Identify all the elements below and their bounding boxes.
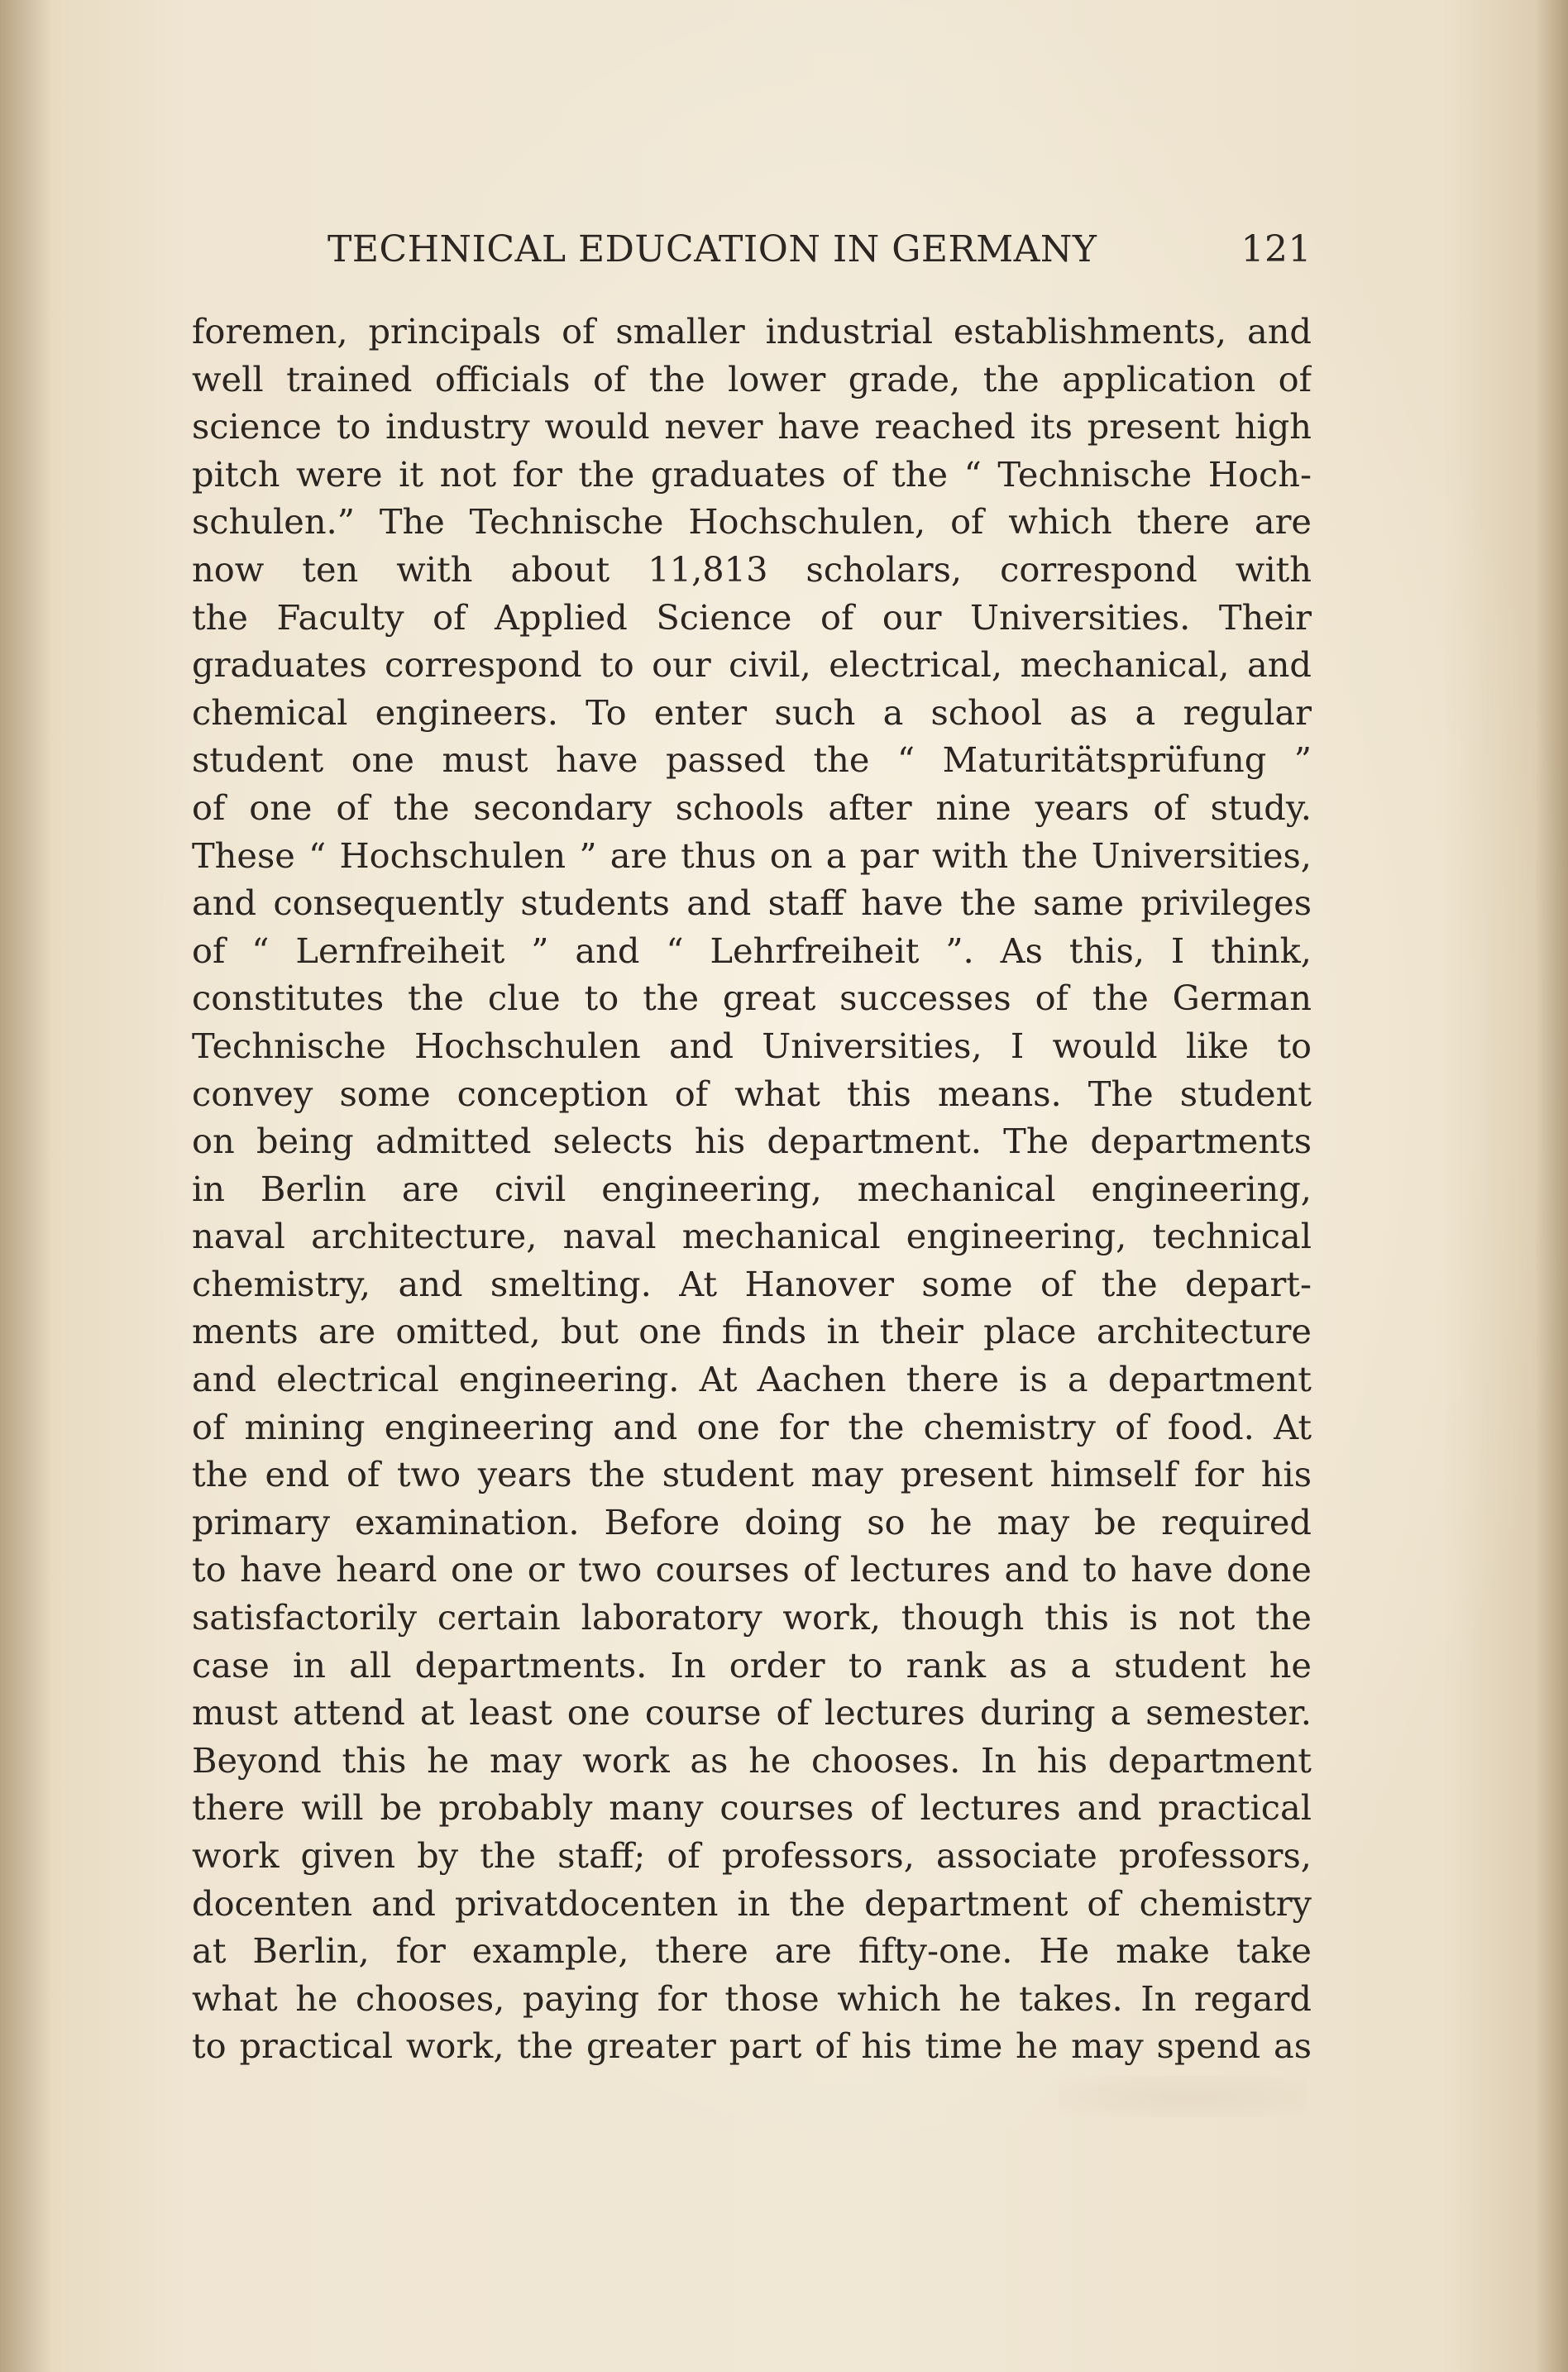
text-line: to practical work, the greater part of his time he may spend as (192, 2025, 1312, 2067)
text-line: case in all departments. In order to rank as a student he (192, 1644, 1312, 1686)
text-line: in Berlin are civil engineering, mechanical engineering, (192, 1168, 1312, 1209)
text-line: well trained officials of the lower grade, the application of (192, 358, 1312, 399)
text-line: at Berlin, for example, there are fifty-one. He make take (192, 1930, 1312, 1972)
text-line: what he chooses, paying for those which he takes. In regard (192, 1977, 1312, 2019)
page-edge-shadow (1535, 0, 1568, 2372)
text-line: the Faculty of Applied Science of our Universities. Their (192, 596, 1312, 638)
text-line: to have heard one or two courses of lectures and to have done (192, 1549, 1312, 1590)
text-line: satisfactorily certain laboratory work, though this is not the (192, 1597, 1312, 1638)
page-number: 121 (1241, 228, 1312, 270)
text-line: the end of two years the student may present himself for his (192, 1454, 1312, 1495)
text-line: must attend at least one course of lectures during a semester. (192, 1692, 1312, 1734)
text-line: foremen, principals of smaller industrial establishments, and (192, 311, 1312, 351)
text-line: and consequently students and staff have the same privileges (192, 882, 1312, 924)
body-text (192, 308, 1312, 2070)
running-title: TECHNICAL EDUCATION IN GERMANY (327, 228, 1097, 270)
text-line: These “ Hochschulen ” are thus on a par with the Universities, (192, 835, 1312, 876)
text-line: science to industry would never have reached its present high (192, 406, 1312, 447)
text-line: Technische Hochschulen and Universities, I would like to (192, 1025, 1312, 1066)
text-line: work given by the staff; of professors, associate professors, (192, 1835, 1312, 1876)
text-line: student one must have passed the “ Maturitätsprüfung ” (192, 739, 1312, 781)
running-head (327, 225, 1312, 275)
text-line: primary examination. Before doing so he may be required (192, 1501, 1312, 1542)
text-line: naval architecture, naval mechanical engineering, technical (192, 1216, 1312, 1257)
text-line: convey some conception of what this means. The student (192, 1073, 1312, 1114)
text-line: pitch were it not for the graduates of the “ Technische Hoch- (192, 453, 1312, 495)
text-line: on being admitted selects his department. The departments (192, 1121, 1312, 1162)
text-line: graduates correspond to our civil, electrical, mechanical, and (192, 644, 1312, 686)
gutter-shadow (0, 0, 50, 2372)
text-line: now ten with about 11,813 scholars, correspond with (192, 548, 1312, 590)
text-line: docenten and privatdocenten in the department of chemistry (192, 1882, 1312, 1924)
text-line: chemical engineers. To enter such a school as a regular (192, 691, 1312, 733)
text-line: of one of the secondary schools after nine years of study. (192, 787, 1312, 828)
text-line: schulen.” The Technische Hochschulen, of which there are (192, 501, 1312, 543)
text-line: of mining engineering and one for the chemistry of food. At (192, 1406, 1312, 1447)
text-line: chemistry, and smelting. At Hanover some of the depart- (192, 1263, 1312, 1304)
text-line: constitutes the clue to the great successes of the German (192, 978, 1312, 1019)
text-line: ments are omitted, but one finds in their place architecture (192, 1311, 1312, 1352)
text-line: and electrical engineering. At Aachen there is a department (192, 1359, 1312, 1400)
text-line: there will be probably many courses of lectures and practical (192, 1787, 1312, 1829)
text-line: Beyond this he may work as he chooses. In his department (192, 1739, 1312, 1781)
text-line: of “ Lernfreiheit ” and “ Lehrfreiheit ”. As this, I think, (192, 930, 1312, 971)
show-through-stain (1059, 2076, 1307, 2117)
